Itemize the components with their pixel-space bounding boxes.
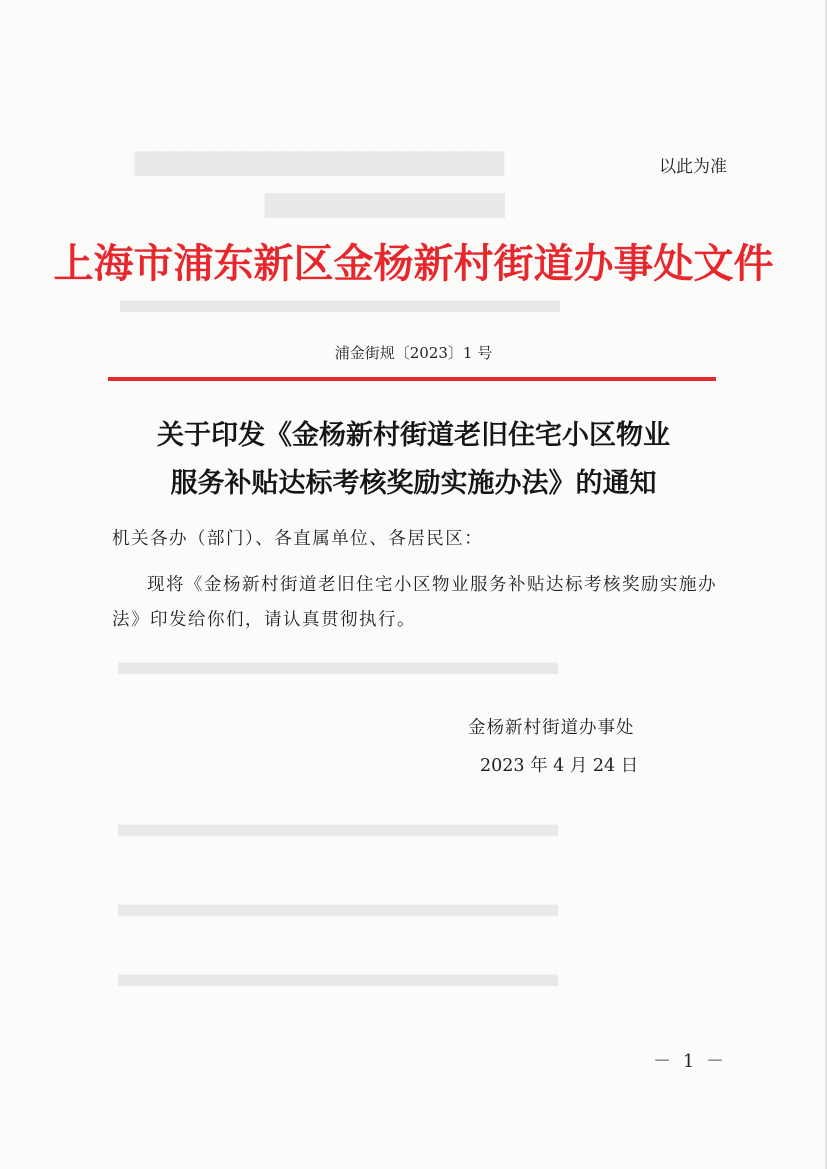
authoritative-version-note: 以此为准: [659, 157, 727, 177]
red-separator-line: [108, 377, 716, 381]
bleed-through-ghost: ▆▆▆▆▆▆▆▆▆▆▆▆▆▆▆▆▆▆▆▆▆▆▆▆▆▆▆▆▆▆▆▆▆▆▆▆▆▆▆▆▆▆▆▆: [118, 902, 558, 917]
issuing-authority-header: 上海市浦东新区金杨新村街道办事处文件: [53, 241, 774, 287]
bleed-through-ghost: ▆▆▆▆▆▆▆▆▆▆▆▆▆▆▆▆▆▆▆▆▆▆▆▆▆▆▆▆▆▆▆▆▆▆▆▆▆▆▆▆▆▆▆▆: [118, 660, 558, 675]
bleed-through-ghost: ▆▆▆▆▆▆▆▆▆▆▆▆▆▆▆▆▆▆▆▆▆▆▆▆▆▆▆▆▆▆▆▆▆▆▆▆▆▆▆▆▆▆▆▆: [120, 298, 560, 313]
bleed-through-ghost: ▆▆▆▆▆▆▆▆▆▆▆▆▆▆▆▆▆▆▆▆▆▆▆▆▆▆▆▆▆▆▆▆▆▆▆▆▆▆▆▆▆▆▆▆: [118, 822, 558, 837]
notice-title-line-2: 服务补贴达标考核奖励实施办法》的通知: [170, 468, 657, 499]
salutation: 机关各办（部门）、各直属单位、各居民区：: [112, 529, 484, 549]
bleed-through-ghost: ▆▆▆▆▆▆▆▆▆▆▆▆▆▆▆▆▆▆▆▆▆▆▆▆▆▆▆▆▆▆▆▆▆▆▆▆▆▆▆▆▆▆▆▆: [118, 972, 558, 987]
notice-title: [100, 412, 727, 508]
signing-date: 2023 年 4 月 24 日: [480, 756, 639, 776]
document-number: 浦金街规〔2023〕1 号: [334, 344, 493, 362]
page-number: － 1 －: [653, 1051, 727, 1072]
notice-title-line-1: 关于印发《金杨新村街道老旧住宅小区物业: [157, 420, 670, 451]
body-paragraph: 现将《金杨新村街道老旧住宅小区物业服务补贴达标考核奖励实施办法》印发给你们，请认真贯彻执行。: [112, 575, 717, 630]
signing-organization: 金杨新村街道办事处: [468, 718, 635, 738]
bleed-through-ghost: ▇▇▇▇▇▇▇▇▇▇▇▇▇: [265, 190, 505, 218]
bleed-through-ghost: ▇▇▇▇▇▇▇▇▇▇▇▇▇▇▇▇▇▇▇▇: [135, 148, 505, 176]
